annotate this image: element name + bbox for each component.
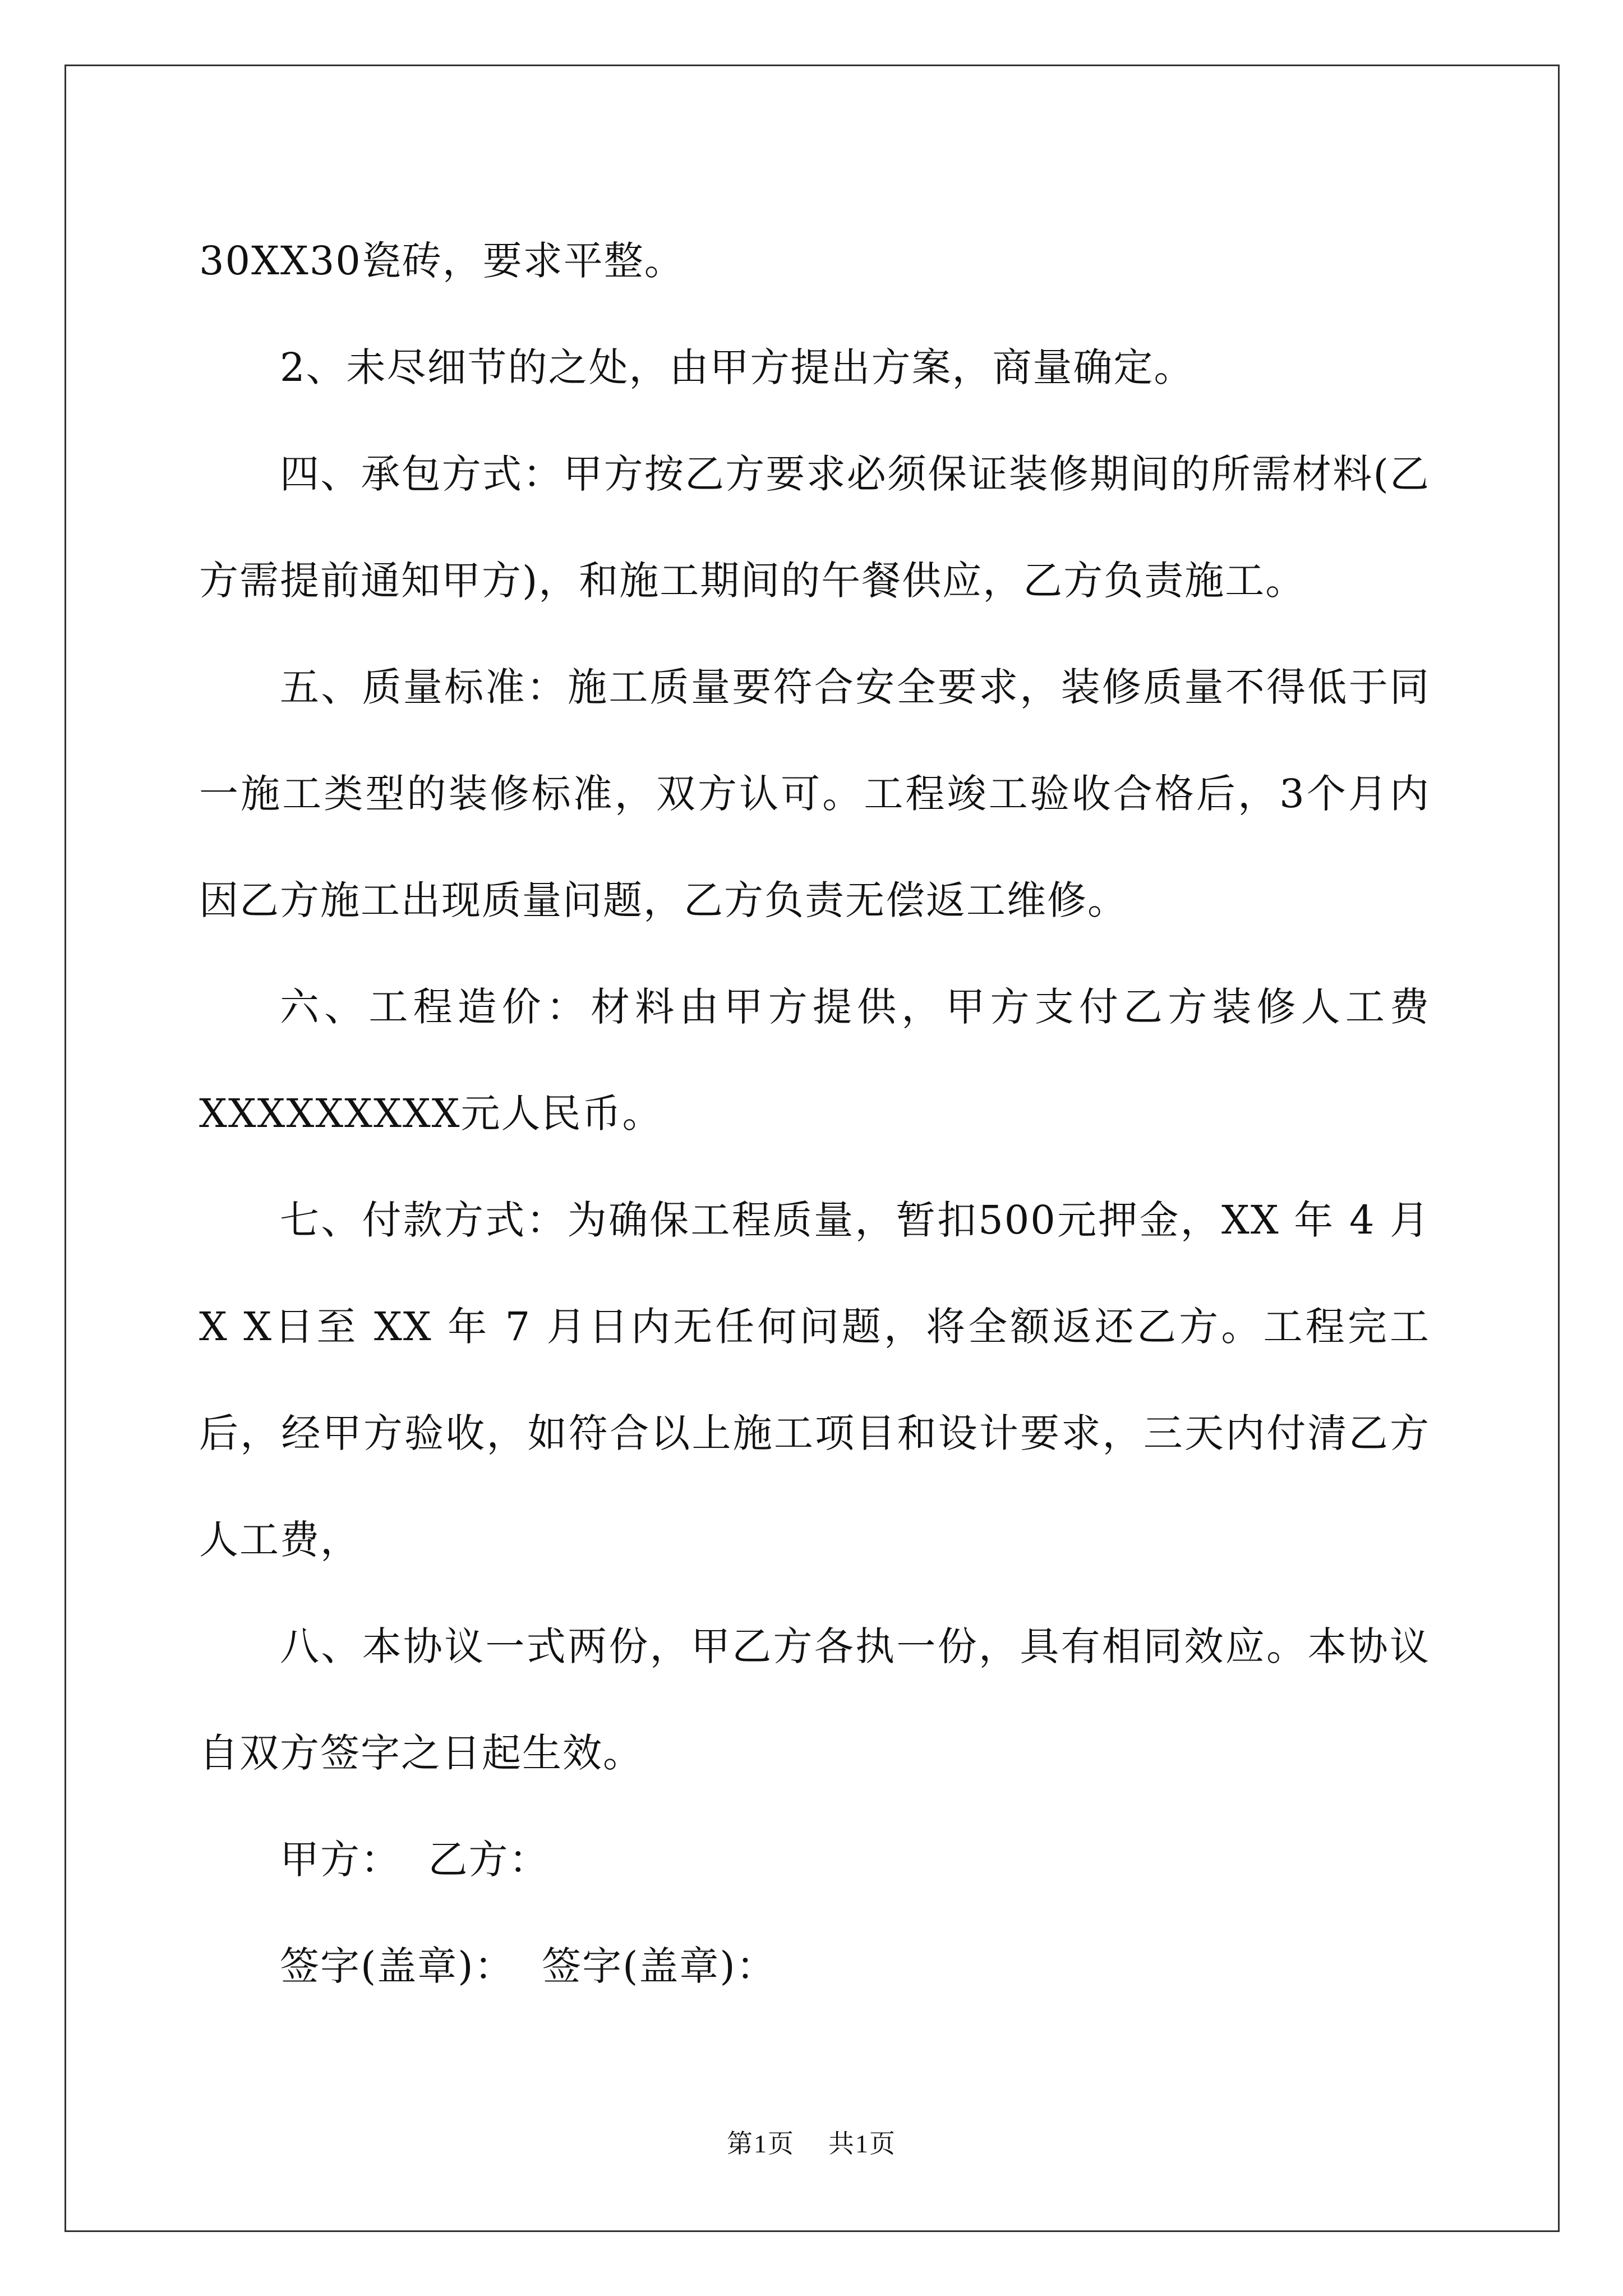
paragraph-signatures: 签字(盖章)： 签字(盖章)： [280, 1943, 777, 1989]
paragraph-parties: 甲方： 乙方： [280, 1837, 550, 1883]
paragraph-item-2: 2、未尽细节的之处，由甲方提出方案，商量确定。 [280, 344, 1195, 390]
page-footer [0, 2123, 1623, 2160]
document-body [199, 208, 1430, 2019]
paragraph-project-cost: 六、工程造价：材料由甲方提供，甲方支付乙方装修人工费XXXXXXXXX元人民币。 [199, 984, 1430, 1137]
paragraph-tile-spec: 30XX30瓷砖，要求平整。 [199, 238, 685, 284]
page-total: 共1页 [828, 2129, 896, 2158]
paragraph-contract-method: 四、承包方式：甲方按乙方要求必须保证装修期间的所需材料(乙方需提前通知甲方)，和施工期间的午餐供应，乙方负责施工。 [199, 451, 1430, 604]
paragraph-payment-method: 七、付款方式：为确保工程质量，暂扣500元押金，XX 年 4 月X X日至 XX 年 7 月日内无任何问题，将全额返还乙方。工程完工后，经甲方验收，如符合以上施工项目和设计要求，三天内付清乙方人工费， [199, 1197, 1430, 1563]
page-number: 第1页 [727, 2129, 795, 2158]
paragraph-quality-standard: 五、质量标准：施工质量要符合安全要求，装修质量不得低于同一施工类型的装修标准，双方认可。工程竣工验收合格后，3个月内因乙方施工出现质量问题，乙方负责无偿返工维修。 [199, 664, 1430, 923]
paragraph-agreement-copies: 八、本协议一式两份，甲乙方各执一份，具有相同效应。本协议自双方签字之日起生效。 [199, 1623, 1430, 1776]
